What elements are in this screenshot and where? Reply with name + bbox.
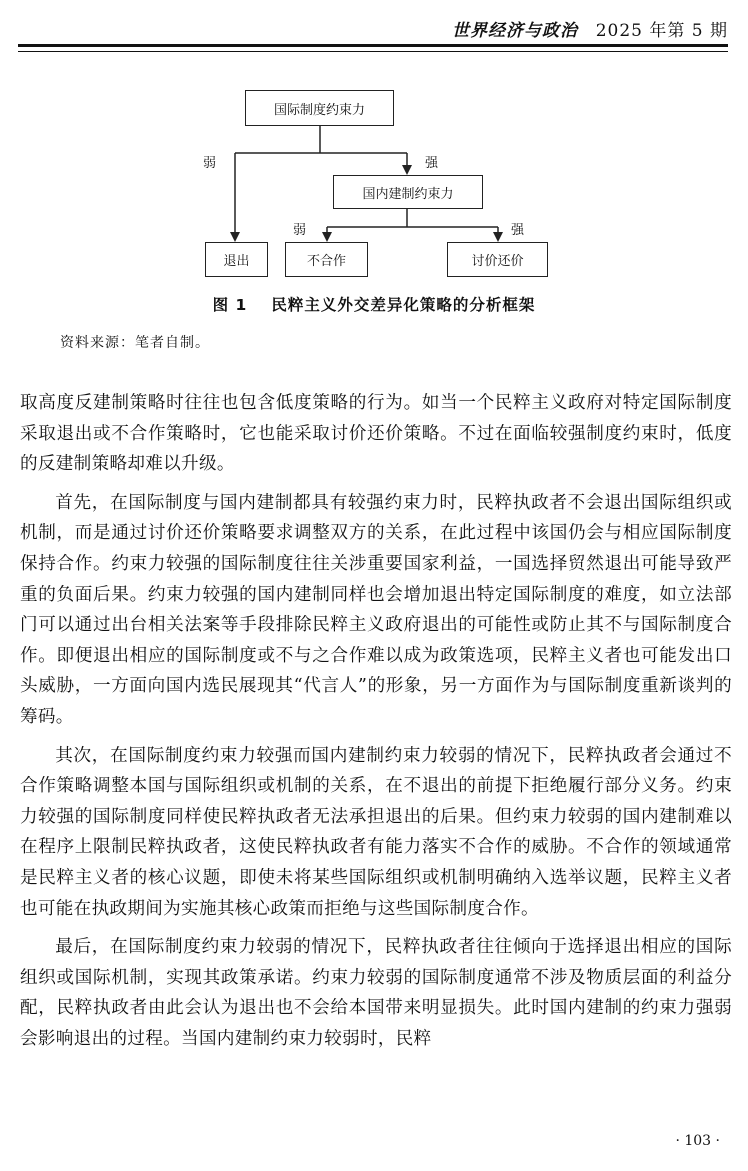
label-top-weak: 弱	[203, 156, 217, 171]
box-international-constraint: 国际制度约束力	[245, 90, 394, 126]
figure-number: 图 1	[212, 296, 248, 314]
box-domestic-constraint: 国内建制约束力	[333, 175, 483, 209]
label-mid-weak: 弱	[293, 223, 307, 238]
box-noncooperation: 不合作	[285, 242, 368, 277]
figure-title: 民粹主义外交差异化策略的分析框架	[271, 296, 536, 314]
box-bargaining: 讨价还价	[447, 242, 548, 277]
label-top-strong: 强	[425, 156, 439, 171]
journal-name: 世界经济与政治	[452, 21, 578, 41]
paragraph: 其次，在国际制度约束力较强而国内建制约束力较弱的情况下，民粹执政者会通过不合作策略调整本国与国际组织或机制的关系，在不退出的前提下拒绝履行部分义务。约束力较强的国际制度同样使民粹执政者无法承担退出的后果。但约束力较弱的国内建制难以在程序上限制民粹执政者，这使民粹执政者有能力落实不合作的威胁。不合作的领域通常是民粹主义者的核心议题，即使未将某些国际组织或机制明确纳入选举议题，民粹主义者也可能在执政期间为实施其核心政策而拒绝与这些国际制度合作。	[20, 745, 732, 919]
label-mid-strong: 强	[511, 223, 525, 238]
paragraph: 取高度反建制策略时往往也包含低度策略的行为。如当一个民粹主义政府对特定国际制度采取退出或不合作策略时，它也能采取讨价还价策略。不过在面临较强制度约束时，低度的反建制策略却难以升级。	[20, 393, 732, 475]
page-number: · 103 ·	[675, 1133, 720, 1149]
diagram-connectors	[0, 0, 748, 290]
figure-caption	[0, 293, 748, 315]
box-exit: 退出	[205, 242, 268, 277]
paragraph: 首先，在国际制度与国内建制都具有较强约束力时，民粹执政者不会退出国际组织或机制，而是通过讨价还价策略要求调整双方的关系，在此过程中该国仍会与相应国际制度保持合作。约束力较强的国际制度往往关涉重要国家利益，一国选择贸然退出可能导致严重的负面后果。约束力较强的国内建制同样也会增加退出特定国际制度的难度，如立法部门可以通过出台相关法案等手段排除民粹主义政府退出的可能性或防止其不与国际制度合作。即便退出相应的国际制度或不与之合作难以成为政策选项，民粹主义者也可能发出口头威胁，一方面向国内选民展现其“代言人”的形象，另一方面作为与国际制度重新谈判的筹码。	[20, 492, 732, 727]
paragraph: 最后，在国际制度约束力较弱的情况下，民粹执政者往往倾向于选择退出相应的国际组织或国际机制，实现其政策承诺。约束力较弱的国际制度通常不涉及物质层面的利益分配，民粹执政者由此会认为退出也不会给本国带来明显损失。此时国内建制的约束力强弱会影响退出的过程。当国内建制约束力较弱时，民粹	[20, 937, 732, 1049]
issue-label: 2025 年第 5 期	[595, 21, 728, 41]
figure-source: 资料来源：笔者自制。	[60, 335, 210, 351]
body-text	[20, 388, 732, 1062]
